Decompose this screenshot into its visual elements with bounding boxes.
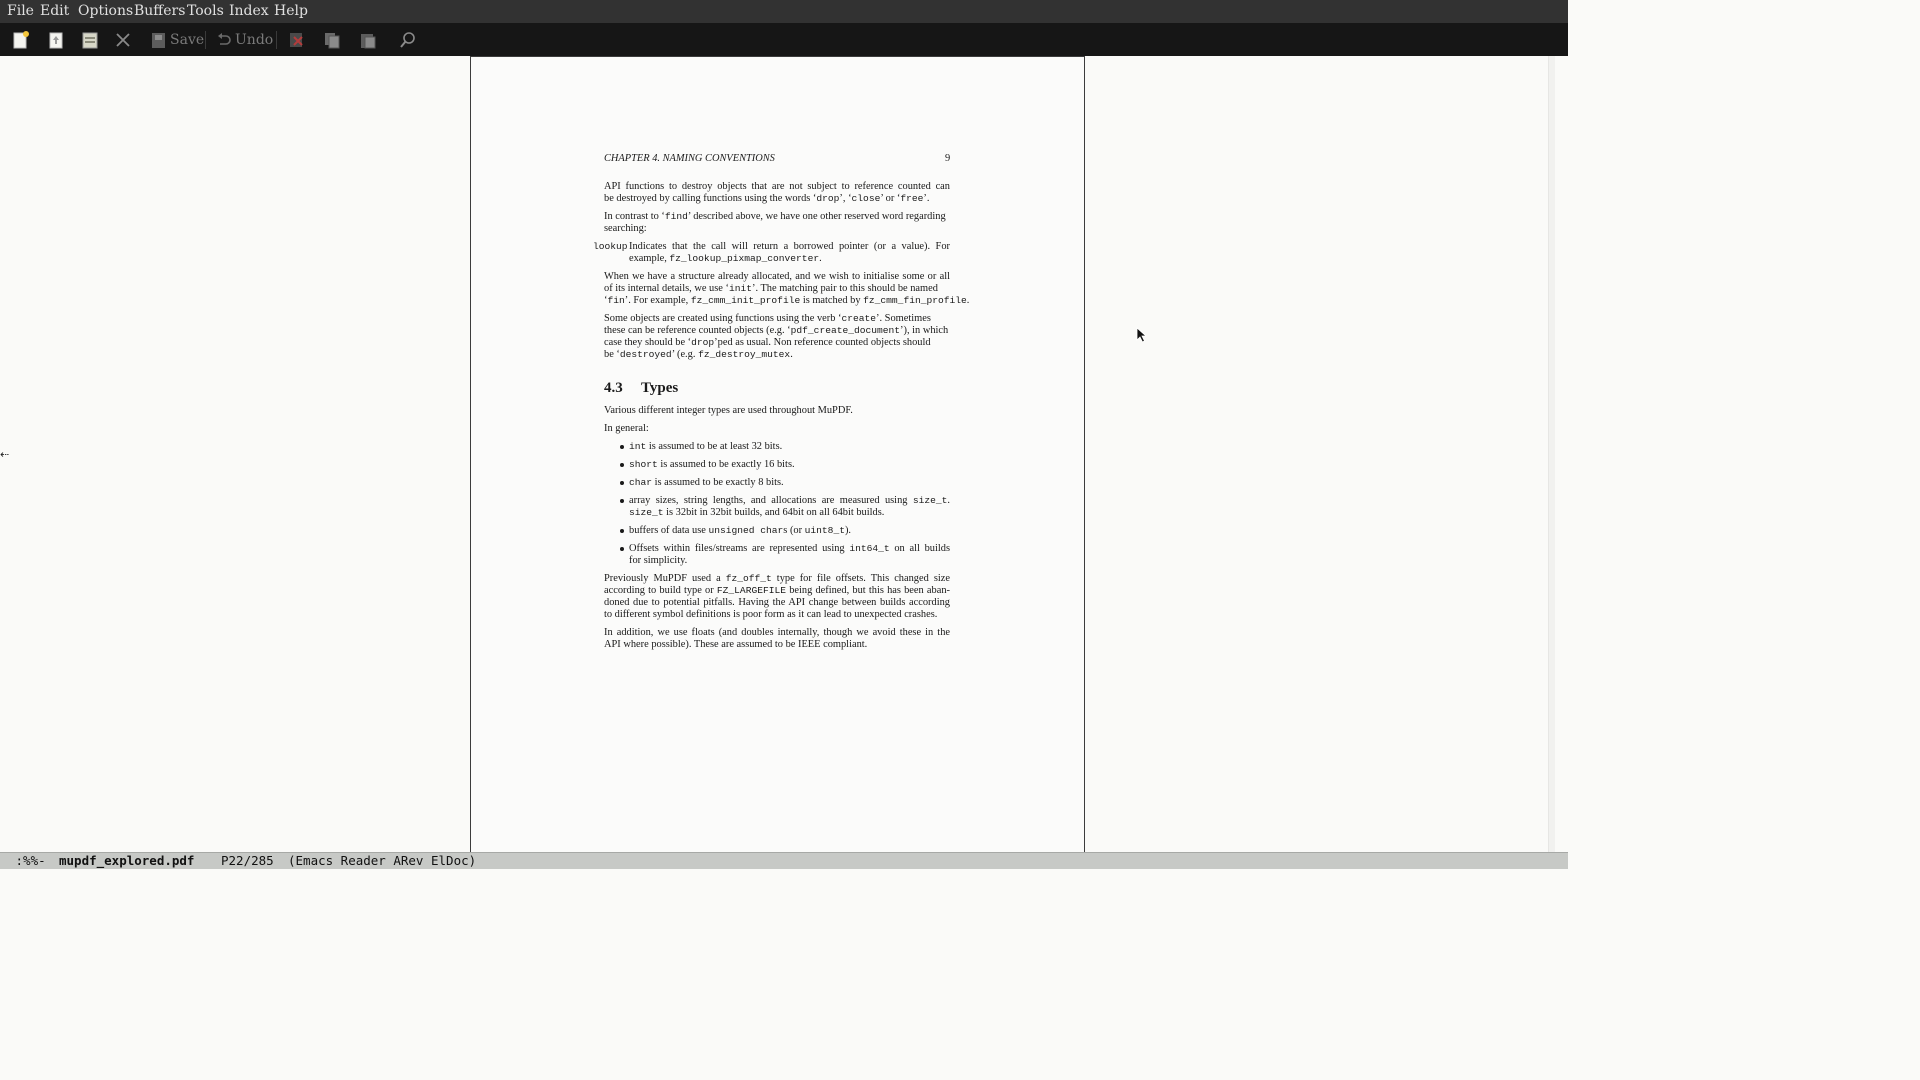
copy-icon <box>323 31 341 49</box>
paragraph-line: In contrast to ‘find’ described above, we have one other reserved word regarding <box>604 211 946 222</box>
menu-file[interactable]: File <box>7 3 34 19</box>
toolbar-separator <box>205 31 206 49</box>
cut-icon <box>288 31 306 49</box>
paragraph-line: of its internal details, we use ‘init’. The matching pair to this should be named <box>604 283 938 294</box>
menu-buffers[interactable]: Buffers <box>134 3 186 19</box>
dired-button[interactable] <box>80 29 100 51</box>
paragraph-line: doned due to potential pitfalls. Having the API change between builds according <box>604 597 950 608</box>
paragraph-line: case they should be ‘drop’ped as usual. Non reference counted objects should <box>604 337 931 348</box>
menu-help[interactable]: Help <box>274 3 308 19</box>
paragraph-line: In general: <box>604 423 649 434</box>
running-header: CHAPTER 4. NAMING CONVENTIONS <box>604 153 775 164</box>
menu-index[interactable]: Index <box>229 3 269 19</box>
close-icon <box>114 31 132 49</box>
dired-icon <box>80 30 100 50</box>
cut-button[interactable] <box>288 29 306 51</box>
definition-term: lookup <box>593 241 628 252</box>
search-button[interactable] <box>399 29 417 51</box>
paragraph-line: be destroyed by calling functions using the words ‘drop’, ‘close’ or ‘free’. <box>604 193 930 204</box>
bullet <box>620 529 624 533</box>
fringe-arrow-icon: ⇠ <box>0 448 10 461</box>
menu-tools[interactable]: Tools <box>187 3 224 19</box>
list-item: Offsets within files/streams are represented using int64_t on all builds <box>629 543 950 554</box>
paragraph-line: In addition, we use floats (and doubles internally, though we avoid these in the <box>604 627 950 638</box>
paragraph-line: be ‘destroyed’ (e.g. fz_destroy_mutex. <box>604 349 793 360</box>
search-icon <box>399 31 417 49</box>
mode-line <box>0 852 1568 869</box>
major-minor-modes[interactable]: (Emacs Reader ARev ElDoc) <box>288 853 477 868</box>
menu-bar <box>0 0 1568 23</box>
buffer-status: :%%- <box>8 853 46 868</box>
close-button[interactable] <box>114 29 132 51</box>
new-file-icon <box>11 30 31 50</box>
save-icon <box>151 31 167 49</box>
paragraph-line: Various different integer types are used throughout MuPDF. <box>604 405 853 416</box>
section-number: 4.3 <box>604 380 623 396</box>
tool-bar <box>0 23 1568 56</box>
paragraph-line: Some objects are created using functions using the verb ‘create’. Sometimes <box>604 313 931 324</box>
definition-text: example, fz_lookup_pixmap_converter. <box>629 253 822 264</box>
bullet <box>620 445 624 449</box>
paragraph-line: When we have a structure already allocated, and we wish to initialise some or all <box>604 271 950 282</box>
save-label: Save <box>170 32 205 48</box>
list-item: char is assumed to be exactly 8 bits. <box>629 477 784 488</box>
open-file-button[interactable] <box>46 29 66 51</box>
list-item: short is assumed to be exactly 16 bits. <box>629 459 795 470</box>
page-indicator: P22/285 <box>221 853 274 868</box>
undo-icon <box>216 32 232 48</box>
bullet <box>620 481 624 485</box>
buffer-name[interactable]: mupdf_explored.pdf <box>59 853 195 868</box>
paragraph-line: to different symbol definitions is poor form as it can lead to unexpected crashes. <box>604 609 938 620</box>
open-file-icon <box>46 30 66 50</box>
menu-options[interactable]: Options <box>78 3 134 19</box>
paragraph-line: searching: <box>604 223 647 234</box>
bullet <box>620 547 624 551</box>
menu-edit[interactable]: Edit <box>40 3 70 19</box>
paragraph-line: according to build type or FZ_LARGEFILE being defined, but this has been aban- <box>604 585 950 596</box>
list-item: size_t is 32bit in 32bit builds, and 64bit on all 64bit builds. <box>629 507 885 518</box>
paste-icon <box>359 31 377 49</box>
undo-label: Undo <box>235 32 274 48</box>
list-item: buffers of data use unsigned chars (or uint8_t). <box>629 525 852 536</box>
copy-button[interactable] <box>323 29 341 51</box>
page-number: 9 <box>945 153 951 164</box>
new-file-button[interactable] <box>11 29 31 51</box>
list-item: array sizes, string lengths, and allocations are measured using size_t. <box>629 495 950 506</box>
save-button[interactable] <box>151 29 204 51</box>
mouse-pointer-icon <box>1136 327 1148 347</box>
paragraph-line: ‘fin’. For example, fz_cmm_init_profile is matched by fz_cmm_fin_profile. <box>604 295 970 306</box>
list-item: int is assumed to be at least 32 bits. <box>629 441 783 452</box>
bullet <box>620 499 624 503</box>
vertical-scrollbar[interactable] <box>1548 56 1555 852</box>
minibuffer[interactable] <box>0 869 1568 882</box>
section-title: Types <box>641 380 679 396</box>
paragraph-line: API where possible). These are assumed to be IEEE compliant. <box>604 639 868 650</box>
pdf-page[interactable] <box>470 56 1085 853</box>
paragraph-line: these can be reference counted objects (e.g. ‘pdf_create_document’), in which <box>604 325 949 336</box>
list-item: for simplicity. <box>629 555 688 566</box>
paragraph-line: API functions to destroy objects that are not subject to reference counted can <box>604 181 950 192</box>
toolbar-separator <box>276 31 277 49</box>
undo-button[interactable] <box>216 29 273 51</box>
bullet <box>620 463 624 467</box>
definition-text: Indicates that the call will return a borrowed pointer (or a value). For <box>629 241 950 252</box>
paragraph-line: Previously MuPDF used a fz_off_t type for file offsets. This changed size <box>604 573 950 584</box>
paste-button[interactable] <box>359 29 377 51</box>
